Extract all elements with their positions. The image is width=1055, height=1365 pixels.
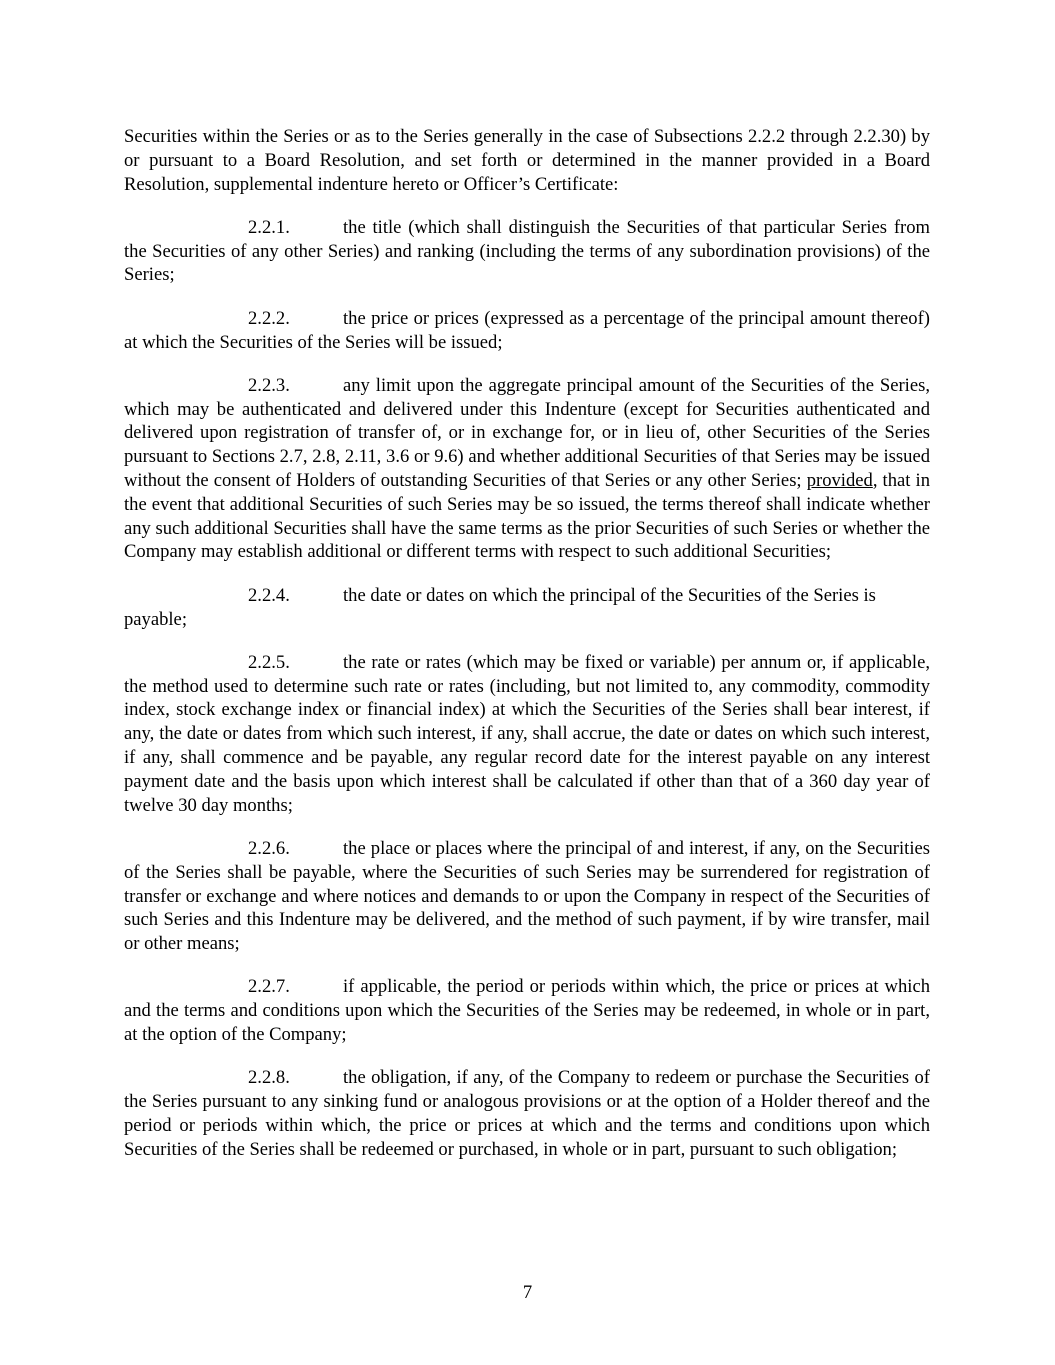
clause-text: the rate or rates (which may be fixed or variable) per annum or, if applicable, the method used to determine such rate or rates (including, but not limited to, any commodity, commodity index, stock exchange index or financial index) at which the Securities of the Series shall bear interest, if any, the date or dates from which such interest, if any, shall accrue, the date or dates on which such interest, if any, shall commence and be payable, any regular record date for the interest payable on any interest payment date and the basis upon which interest shall be calculated if other than that of a 360 day year of twelve 30 day months; [124, 651, 930, 816]
clause-2-2-4 [124, 584, 930, 632]
intro-paragraph: Securities within the Series or as to the Series generally in the case of Subsections 2.2.2 through 2.2.30) by or pursuant to a Board Resolution, and set forth or determined in the manner provided in a Board Resolution, supplemental indenture hereto or Officer’s Certificate: [124, 126, 930, 195]
clause-2-2-5 [124, 651, 930, 818]
clause-text: the date or dates on which the principal of the Securities of the Series is [343, 584, 876, 606]
clause-number: 2.2.2. [248, 307, 290, 329]
clause-number: 2.2.5. [248, 651, 290, 673]
clause-text: if applicable, the period or periods within which, the price or prices at which and the terms and conditions upon which the Securities of the Series may be redeemed, in whole or in part, at the option of the Company; [124, 976, 930, 1045]
clause-text: the obligation, if any, of the Company to redeem or purchase the Securities of the Series pursuant to any sinking fund or analogous provisions or at the option of a Holder thereof and the period or periods within which, the price or prices at which and the terms and conditions upon which Securities of the Series shall be redeemed or purchased, in whole or in part, pursuant to such obligation; [124, 1067, 930, 1160]
clause-2-2-3 [124, 374, 930, 564]
document-body [124, 125, 930, 1161]
clause-text-continued: , that in the event that additional Securities of such Series may be so issued, the terms thereof shall indicate whether any such additional Securities shall have the same terms as the prior Securities of such Series or whether the Company may establish additional or different terms with respect to such additional Securities; [124, 470, 931, 563]
clause-2-2-8 [124, 1066, 930, 1161]
clause-text: any limit upon the aggregate principal amount of the Securities of the Series, which may be authenticated and delivered under this Indenture (except for Securities authenticated and delivered upon registration of transfer of, or in exchange for, or in lieu of, other Securities of the Series pursuant to Sections 2.7, 2.8, 2.11, 3.6 or 9.6) and whether additional Securities of that Series may be issued without the consent of Holders of outstanding Securities of that Series or any other Series; [124, 374, 930, 492]
clause-text: the place or places where the principal of and interest, if any, on the Securities of the Series shall be payable, where the Securities of such Series may be surrendered for registration of transfer or exchange and where notices and demands to or upon the Company in respect of the Securities of such Series and this Indenture may be delivered, and the method of such payment, if by wire transfer, mail or other means; [124, 837, 930, 955]
clause-line [124, 584, 930, 608]
provided-term: provided [806, 470, 873, 492]
clause-number: 2.2.7. [248, 976, 290, 998]
clause-number: 2.2.4. [248, 584, 290, 606]
clause-2-2-7 [124, 975, 930, 1046]
page-number: 7 [522, 1282, 533, 1303]
clause-number: 2.2.6. [248, 837, 290, 859]
clause-2-2-6 [124, 837, 930, 956]
clause-number: 2.2.1. [248, 216, 290, 238]
clause-2-2-2 [124, 307, 930, 355]
clause-2-2-1 [124, 216, 930, 287]
clause-text: the title (which shall distinguish the Securities of that particular Series from the Securities of any other Series) and ranking (including the terms of any subordination provisions) of the Series; [124, 216, 930, 286]
clause-continuation: payable; [124, 608, 187, 630]
clause-number: 2.2.8. [248, 1067, 290, 1089]
clause-number: 2.2.3. [248, 374, 290, 396]
clause-text: the price or prices (expressed as a percentage of the principal amount thereof) at which the Securities of the Series will be issued; [124, 307, 930, 353]
